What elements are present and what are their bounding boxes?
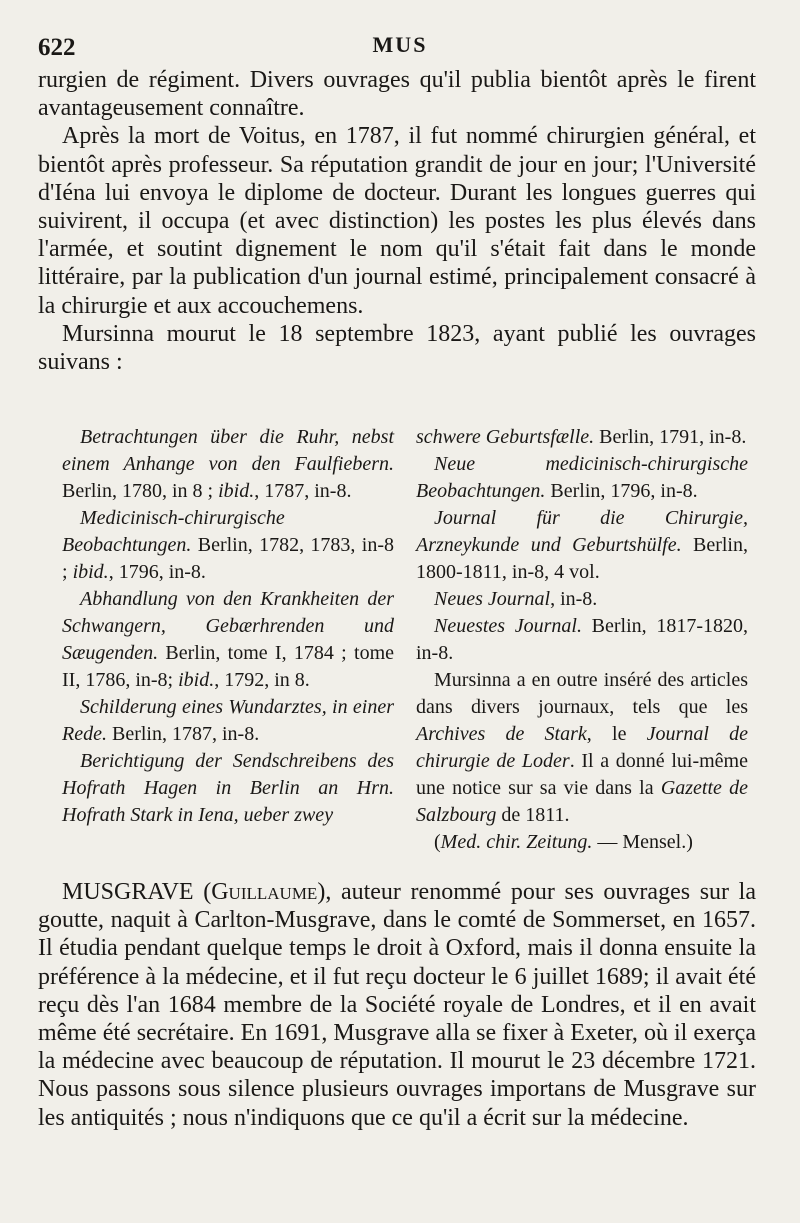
source-citation: (Med. chir. Zeitung. — Mensel.)	[434, 831, 693, 853]
paragraph-continuation: rurgien de régiment. Divers ouvrages qu'il publia bientôt après le firent avantageusement connaître.	[38, 67, 756, 122]
entry-text: , auteur renommé pour ses ouvrages sur la goutte, naquit à Carlton-Musgrave, dans le comté de Sommerset, en 1657. Il étudia pendant quelque temps le droit à Oxford, mais il donna ensuite la préférence à la médecine, et il fut reçu docteur le 6 juillet 1689; il avait été reçu dès l'an 1684 membre de la Société royale de Londres, et il en avait même été secrétaire. En 1691, Musgrave alla se fixer à Exeter, où il exerça la médecine avec beaucoup de réputation. Il mourut le 23 décembre 1721. Nous passons sous silence plusieurs ouvrages importans de Musgrave sur les antiquités ; nous n'indiquons que ce qu'il a écrit sur la médecine.	[38, 879, 756, 1131]
page-header	[38, 30, 762, 64]
musgrave-entry	[38, 878, 756, 1132]
entry-first-name: (Guillaume)	[203, 879, 326, 905]
works-column-right	[416, 424, 748, 856]
work-entry: Betrachtungen über die Ruhr, nebst einem Anhange von den Faulfiebern. Berlin, 1780, in 8 ; ibid., 1787, in-8.	[62, 426, 394, 502]
paragraph-career: Après la mort de Voitus, en 1787, il fut nommé chirurgien général, et bientôt après professeur. Sa réputation grandit de jour en jour; l'Université d'Iéna lui envoya le diplome de docteur. Durant les longues guerres qui suivirent, il occupa (et avec distinction) les postes les plus élevés dans l'armée, et soutint dignement le nom qu'il s'était fait dans le monde littéraire, par la publication d'un journal estimé, principalement consacré à la chirurgie et aux accouchemens.	[38, 123, 756, 319]
works-list	[62, 424, 748, 860]
entry-name: MUSGRAVE	[62, 879, 194, 905]
running-head: MUS	[372, 32, 428, 57]
note-paragraph: Mursinna a en outre inséré des articles dans divers journaux, tels que les Archives de Stark, le Journal de chirurgie de Loder. Il a donné lui-même une notice sur sa vie dans la Gazette de Salzbourg de 1811.	[416, 669, 748, 826]
work-entry: Abhandlung von den Krankheiten der Schwangern, Gebærhrenden und Sæugenden. Berlin, tome I, 1784 ; tome II, 1786, in-8; ibid., 1792, in 8.	[62, 588, 394, 691]
work-entry: Neuestes Journal. Berlin, 1817-1820, in-8.	[416, 615, 749, 664]
work-entry: schwere Geburtsfælle. Berlin, 1791, in-8.	[416, 426, 747, 448]
work-entry: Journal für die Chirurgie, Arzneykunde und Geburtshülfe. Berlin, 1800-1811, in-8, 4 vol.	[416, 507, 748, 583]
work-entry: Schilderung eines Wundarztes, in einer Rede. Berlin, 1787, in-8.	[62, 696, 394, 745]
work-entry: Neues Journal, in-8.	[434, 588, 598, 610]
work-entry: Medicinisch-chirurgische Beobachtungen. Berlin, 1782, 1783, in-8 ; ibid., 1796, in-8.	[62, 507, 394, 583]
work-entry: Neue medicinisch-chirurgische Beobachtungen. Berlin, 1796, in-8.	[416, 453, 748, 502]
work-entry: Berichtigung der Sendschreibens des Hofrath Hagen in Berlin an Hrn. Hofrath Stark in Iena, ueber zwey	[62, 750, 394, 826]
intro-text	[38, 66, 756, 376]
page-number: 622	[38, 34, 76, 61]
works-column-left	[62, 424, 394, 829]
paragraph-death: Mursinna mourut le 18 septembre 1823, ayant publié les ouvrages suivans :	[38, 320, 756, 376]
paragraph-musgrave	[38, 878, 756, 1132]
